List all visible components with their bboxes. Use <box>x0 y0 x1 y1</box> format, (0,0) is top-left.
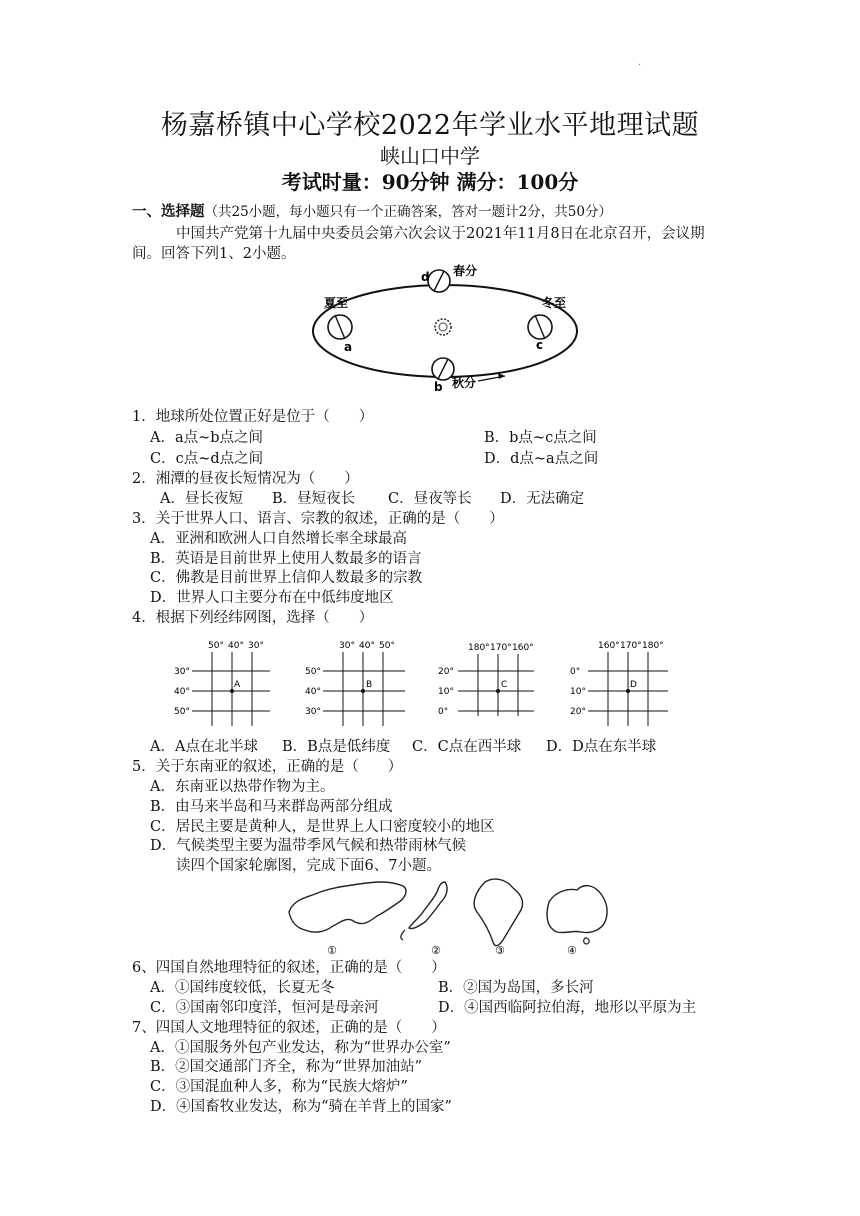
q5-option-a[interactable]: A．东南亚以热带作物为主。 <box>150 779 335 795</box>
section-title: 一、选择题 <box>132 203 205 220</box>
q2-option-c[interactable]: C．昼夜等长 <box>388 491 472 507</box>
q3-option-b[interactable]: B．英语是目前世界上使用人数最多的语言 <box>150 551 422 567</box>
label-winter: 冬至 <box>542 296 567 310</box>
svg-text:40°: 40° <box>174 687 190 697</box>
q2-option-d[interactable]: D．无法确定 <box>500 491 585 507</box>
svg-text:40°: 40° <box>228 641 244 651</box>
svg-text:0°: 0° <box>570 667 581 677</box>
q6-stem: 6、四国自然地理特征的叙述，正确的是（ ） <box>132 960 446 976</box>
exam-title: 杨嘉桥镇中心学校2022年学业水平地理试题 <box>160 110 700 141</box>
q4-option-b[interactable]: B．B点是低纬度 <box>282 739 391 755</box>
label-autumn: 秋分 <box>452 376 477 390</box>
q7-option-a[interactable]: A．①国服务外包产业发达，称为“世界办公室” <box>150 1040 451 1056</box>
section-note: （共25小题，每小题只有一个正确答案，答对一题计2分，共50分） <box>204 204 612 220</box>
q4-option-a[interactable]: A．A点在北半球 <box>150 739 258 755</box>
svg-text:30°: 30° <box>305 707 321 717</box>
label-summer: 夏至 <box>324 296 349 310</box>
q4-option-d[interactable]: D．D点在东半球 <box>546 739 657 755</box>
svg-text:20°: 20° <box>570 707 586 717</box>
earth-autumn <box>432 358 454 380</box>
earth-spring <box>428 270 450 292</box>
svg-text:30°: 30° <box>339 641 355 651</box>
map-3-outline <box>474 879 522 946</box>
earth-summer <box>328 315 352 339</box>
page-mark: · <box>638 60 642 71</box>
map-label-3: ③ <box>495 944 505 957</box>
q1-option-b[interactable]: B．b点~c点之间 <box>484 430 597 446</box>
earth-orbit-diagram <box>300 255 590 395</box>
grid-c <box>438 643 534 717</box>
q7-option-d[interactable]: D．④国畜牧业发达，称为“骑在羊背上的国家” <box>150 1099 452 1115</box>
svg-text:30°: 30° <box>248 641 264 651</box>
q2-stem: 2．湘潭的昼夜长短情况为（ ） <box>132 471 359 487</box>
q1-option-a[interactable]: A．a点~b点之间 <box>150 430 264 446</box>
intro-line-1: 中国共产党第十九届中央委员会第六次会议于2021年11月8日在北京召开，会议期 <box>176 226 705 242</box>
svg-text:10°: 10° <box>438 687 454 697</box>
map-4-outline <box>547 886 607 933</box>
school-name: 峡山口中学 <box>380 144 480 168</box>
q3-option-c[interactable]: C．佛教是目前世界上信仰人数最多的宗教 <box>150 570 423 586</box>
grid-b <box>305 641 405 726</box>
q5-option-c[interactable]: C．居民主要是黄种人，是世界上人口密度较小的地区 <box>150 819 495 835</box>
svg-text:160°: 160° <box>598 641 620 651</box>
q4-stem: 4．根据下列经纬网图，选择（ ） <box>132 610 374 626</box>
q6-option-a[interactable]: A．①国纬度较低，长夏无冬 <box>150 980 335 996</box>
svg-text:0°: 0° <box>438 707 449 717</box>
svg-text:170°: 170° <box>620 641 642 651</box>
q7-option-b[interactable]: B．②国交通部门齐全，称为“世界加油站” <box>150 1059 422 1075</box>
svg-text:170°: 170° <box>490 643 512 653</box>
section-heading <box>132 200 612 221</box>
q7-option-c[interactable]: C．③国混血种人多，称为“民族大熔炉” <box>150 1079 408 1095</box>
svg-text:50°: 50° <box>208 641 224 651</box>
q1-option-c[interactable]: C．c点~d点之间 <box>150 451 264 467</box>
q6-option-c[interactable]: C．③国南邻印度洋，恒河是母亲河 <box>150 1000 379 1016</box>
q3-option-a[interactable]: A．亚洲和欧洲人口自然增长率全球最高 <box>150 531 407 547</box>
q6-option-d[interactable]: D．④国西临阿拉伯海，地形以平原为主 <box>438 1000 697 1016</box>
q5-stem: 5．关于东南亚的叙述，正确的是（ ） <box>132 759 403 775</box>
label-a: a <box>344 340 353 354</box>
svg-text:B: B <box>366 680 373 690</box>
lat-lon-grids <box>170 636 715 732</box>
map-2-outline <box>409 882 447 929</box>
q3-option-d[interactable]: D．世界人口主要分布在中低纬度地区 <box>150 590 394 606</box>
map-label-1: ① <box>327 944 337 957</box>
svg-text:30°: 30° <box>174 667 190 677</box>
svg-text:180°: 180° <box>468 643 490 653</box>
svg-text:50°: 50° <box>379 641 395 651</box>
grid-a <box>174 641 270 726</box>
map-label-2: ② <box>431 944 441 957</box>
label-d: d <box>421 270 430 284</box>
svg-text:D: D <box>630 680 637 690</box>
svg-text:20°: 20° <box>438 667 454 677</box>
q1-option-d[interactable]: D．d点~a点之间 <box>484 451 599 467</box>
label-c: c <box>536 338 544 352</box>
map-label-4: ④ <box>567 944 577 957</box>
svg-text:50°: 50° <box>174 707 190 717</box>
grid-d <box>570 641 668 726</box>
exam-info: 考试时量：90分钟 满分：100分 <box>281 170 579 194</box>
intro-line-2: 间。回答下列1、2小题。 <box>132 246 296 262</box>
q2-option-a[interactable]: A．昼长夜短 <box>160 491 243 507</box>
q6-option-b[interactable]: B．②国为岛国，多长河 <box>438 980 594 996</box>
q5-option-d[interactable]: D．气候类型主要为温带季风气候和热带雨林气候 <box>150 838 467 854</box>
label-b: b <box>434 380 443 394</box>
svg-text:50°: 50° <box>305 667 321 677</box>
map-1-outline <box>289 882 406 932</box>
svg-text:A: A <box>234 680 241 690</box>
q5-option-b[interactable]: B．由马来半岛和马来群岛两部分组成 <box>150 799 393 815</box>
maps-intro: 读四个国家轮廓图，完成下面6、7小题。 <box>176 858 441 874</box>
q2-option-b[interactable]: B．昼短夜长 <box>272 491 356 507</box>
q7-stem: 7、四国人文地理特征的叙述，正确的是（ ） <box>132 1020 446 1036</box>
q4-option-c[interactable]: C．C点在西半球 <box>412 739 522 755</box>
earth-winter <box>528 315 552 339</box>
q1-stem: 1．地球所处位置正好是位于（ ） <box>132 409 374 425</box>
sun-icon <box>435 319 451 335</box>
svg-text:10°: 10° <box>570 687 586 697</box>
svg-text:160°: 160° <box>512 643 534 653</box>
svg-text:40°: 40° <box>359 641 375 651</box>
svg-text:C: C <box>501 680 508 690</box>
country-outline-maps <box>285 872 615 958</box>
svg-text:40°: 40° <box>305 687 321 697</box>
label-spring: 春分 <box>453 264 478 278</box>
svg-text:180°: 180° <box>642 641 664 651</box>
q3-stem: 3．关于世界人口、语言、宗教的叙述，正确的是（ ） <box>132 511 504 527</box>
